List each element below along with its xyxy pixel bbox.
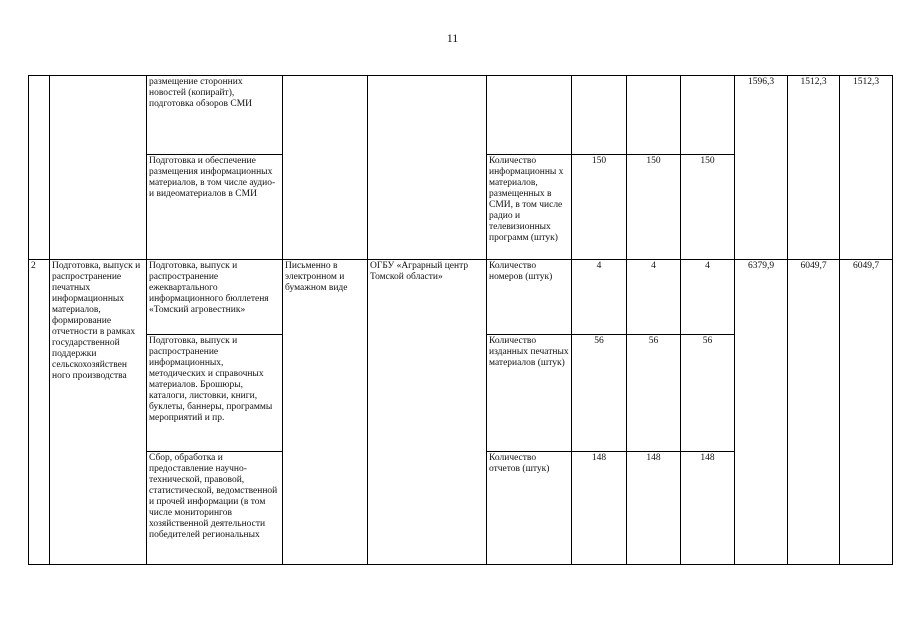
row-name-cell: Подготовка, выпуск и распространение печатных информационных материалов, формирование отчетности в рамках государственной поддержки сельскохозяйствен ного производства	[50, 260, 147, 565]
activity-cell: Подготовка, выпуск и распространение ежеквартального информационного бюллетеня «Томский агровестник»	[147, 260, 283, 335]
finance-cell: 1512,3	[840, 76, 893, 260]
value-cell	[681, 76, 735, 155]
value-cell	[627, 76, 681, 155]
value-cell: 150	[572, 155, 627, 260]
executor-cell: ОГБУ «Аграрный центр Томской области»	[368, 260, 487, 565]
row-number-cell	[29, 76, 50, 260]
value-cell: 150	[681, 155, 735, 260]
executor-cell	[368, 76, 487, 260]
indicator-cell: Количество информационны х материалов, размещенных в СМИ, в том числе радио и телевизионных программ (штук)	[487, 155, 572, 260]
value-cell: 4	[681, 260, 735, 335]
activity-cell: Подготовка, выпуск и распространение информационных, методических и справочных материалов. Брошюры, каталоги, листовки, книги, буклеты, баннеры, программы мероприятий и пр.	[147, 335, 283, 452]
form-cell: Письменно в электронном и бумажном виде	[283, 260, 368, 565]
value-cell: 56	[627, 335, 681, 452]
indicator-cell	[487, 76, 572, 155]
value-cell: 56	[572, 335, 627, 452]
finance-cell: 6379,9	[735, 260, 788, 565]
value-cell: 148	[681, 452, 735, 565]
indicator-cell: Количество номеров (штук)	[487, 260, 572, 335]
finance-cell: 1596,3	[735, 76, 788, 260]
activity-cell: Сбор, обработка и предоставление научно-технической, правовой, статистической, ведомственной и прочей информации (в том числе мониторингов хозяйственной деятельности победителей региональных	[147, 452, 283, 565]
value-cell: 4	[627, 260, 681, 335]
value-cell: 148	[572, 452, 627, 565]
indicator-cell: Количество отчетов (штук)	[487, 452, 572, 565]
page-number: 11	[446, 31, 459, 45]
value-cell: 148	[627, 452, 681, 565]
table-row	[29, 76, 893, 155]
value-cell: 150	[627, 155, 681, 260]
finance-cell: 6049,7	[840, 260, 893, 565]
indicator-cell: Количество изданных печатных материалов (штук)	[487, 335, 572, 452]
row-name-cell	[50, 76, 147, 260]
row-number-cell: 2	[29, 260, 50, 565]
finance-cell: 1512,3	[788, 76, 840, 260]
finance-cell: 6049,7	[788, 260, 840, 565]
activity-cell: Подготовка и обеспечение размещения информационных материалов, в том числе аудио- и видеоматериалов в СМИ	[147, 155, 283, 260]
value-cell	[572, 76, 627, 155]
form-cell	[283, 76, 368, 260]
value-cell: 56	[681, 335, 735, 452]
activity-cell: размещение сторонних новостей (копирайт), подготовка обзоров СМИ	[147, 76, 283, 155]
program-table	[28, 75, 893, 565]
value-cell: 4	[572, 260, 627, 335]
table-row	[29, 260, 893, 335]
